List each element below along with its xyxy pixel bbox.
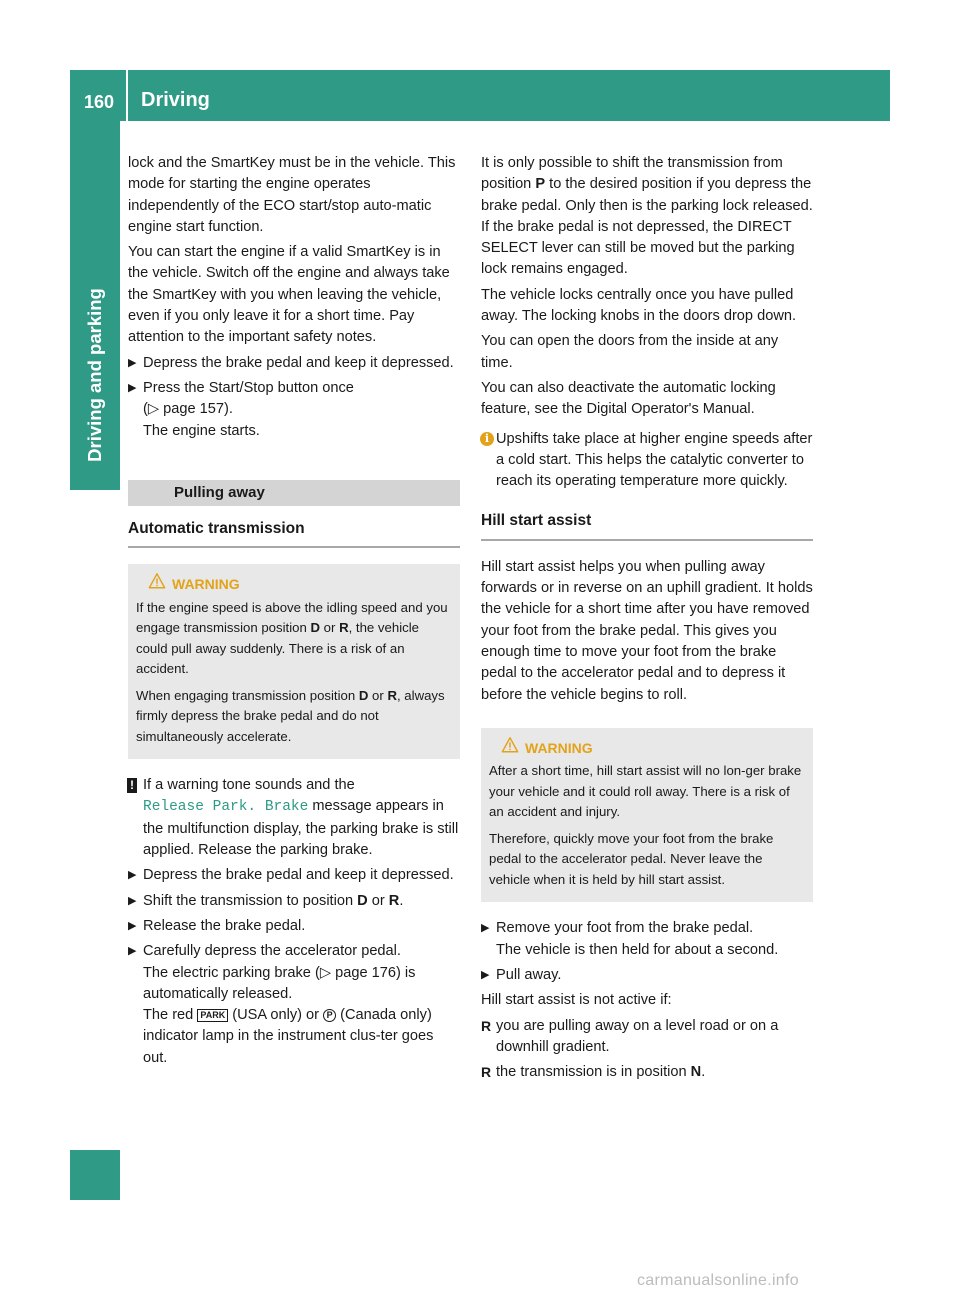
bullet-icon: R [481, 1017, 492, 1034]
warning-box [128, 564, 460, 759]
step-arrow-icon: ▶ [128, 869, 137, 882]
warning-text: If the engine speed is above the idling speed and you engage transmission position [136, 599, 448, 636]
position-r: R [387, 687, 397, 703]
warning-paragraph: Therefore, quickly move your foot from the brake pedal to the accelerator pedal. Never leave the vehicle when it is held by hill start assist. [489, 830, 774, 887]
step-result: The red [143, 1007, 198, 1024]
step-result: The vehicle is then held for about a second. [496, 941, 779, 958]
list-item [481, 1062, 813, 1083]
step-text: Carefully depress the accelerator pedal. [143, 943, 401, 960]
step-text: Depress the brake pedal and keep it depressed. [143, 354, 454, 371]
info-icon: i [480, 432, 494, 446]
step-result: (USA only) or [228, 1007, 324, 1024]
list-item [481, 1016, 813, 1059]
position-n: N [690, 1064, 702, 1081]
subheading: Hill start assist [481, 510, 813, 540]
parking-brake-indicator-icon: P [323, 1009, 336, 1022]
list-text: you are pulling away on a level road or on a downhill gradient. [496, 1017, 779, 1055]
step-arrow-icon: ▶ [481, 922, 490, 935]
note-text: message appears in the multifunction display, the parking brake is still applied. Release the parking brake. [143, 798, 459, 859]
warning-text: , always firmly depress the brake pedal and do not simultaneously accelerate. [136, 687, 445, 744]
step-text: Shift the transmission to position [143, 892, 358, 909]
step-item [128, 941, 460, 1069]
step-item [128, 891, 460, 912]
body-paragraph: You can also deactivate the automatic locking feature, see the Digital Operator's Manual. [481, 379, 776, 418]
body-paragraph: Hill start assist is not active if: [481, 992, 672, 1009]
step-text: Release the brake pedal. [143, 917, 306, 934]
step-item [128, 865, 460, 886]
step-text: Remove your foot from the brake pedal. [496, 920, 754, 937]
step-text: . [399, 892, 404, 909]
step-text: Press the Start/Stop button once [143, 379, 354, 396]
step-result: The electric parking brake ( [143, 964, 320, 981]
warning-triangle-icon [148, 572, 166, 590]
body-paragraph: Hill start assist helps you when pulling away forwards or in reverse on an uphill gradient. It holds the vehicle for a short time after you have removed your foot from the brake pedal. This gives you enough time to move your foot from the brake pedal to the accelerator pedal and to depress it before the vehicle begins to roll. [481, 558, 813, 703]
page-reference-link[interactable]: (▷ page 157). [143, 401, 233, 418]
position-p: P [535, 176, 546, 193]
info-text: Upshifts take place at higher engine speeds after a cold start. This helps the catalytic converter to reach its operating temperature more quickly. [496, 430, 813, 490]
park-indicator-icon: PARK [197, 1009, 228, 1022]
side-tab-spacer [70, 490, 120, 1200]
warning-paragraph [136, 598, 452, 680]
subheading: Automatic transmission [128, 518, 460, 548]
step-arrow-icon: ▶ [128, 894, 137, 907]
body-paragraph: The vehicle locks centrally once you have pulled away. The locking knobs in the doors drop down. [481, 286, 797, 325]
side-tab-marker [70, 1150, 120, 1200]
page-reference-link[interactable]: ▷ page 176 [319, 964, 396, 981]
info-note [481, 429, 813, 493]
page-title: Driving [141, 89, 210, 111]
step-result: ) is automatically released. [143, 964, 416, 1002]
step-arrow-icon: ▶ [481, 968, 490, 981]
bullet-icon: R [481, 1064, 492, 1081]
step-arrow-icon: ▶ [128, 945, 137, 958]
warning-title-text: WARNING [525, 739, 593, 756]
note-text: If a warning tone sounds and the [143, 777, 355, 794]
position-r: R [388, 892, 400, 909]
step-text: Depress the brake pedal and keep it depressed. [143, 867, 454, 884]
watermark[interactable]: carmanualsonline.info [637, 1272, 799, 1289]
intro-paragraph: lock and the SmartKey must be in the vehicle. This mode for starting the engine operates independently of the ECO start/stop auto-matic engine start function. [128, 155, 456, 235]
position-d: D [310, 620, 321, 636]
position-d: D [357, 892, 368, 909]
warning-paragraph: After a short time, hill start assist will no lon-ger brake your vehicle and it could roll away. There is a risk of an accident and injury. [489, 763, 802, 820]
header-divider [126, 70, 128, 121]
position-r: R [339, 620, 349, 636]
step-arrow-icon: ▶ [128, 381, 137, 394]
warning-triangle-icon [501, 736, 519, 754]
warning-title [525, 738, 805, 759]
step-result: (Canada only) indicator lamp in the instrument clus-ter goes out. [143, 1007, 434, 1066]
section-heading: Pulling away [128, 480, 460, 506]
step-arrow-icon: ▶ [128, 356, 137, 369]
list-text: the transmission is in position [496, 1064, 691, 1081]
body-paragraph: You can open the doors from the inside at any time. [481, 333, 779, 371]
exclamation-icon: ! [127, 778, 137, 793]
body-text: It is only possible to shift the transmission from position [481, 155, 783, 193]
warning-box [481, 728, 813, 903]
side-tab-label: Driving and parking [84, 288, 105, 462]
step-item [481, 918, 813, 961]
page-number: 160 [84, 92, 115, 112]
warning-text: When engaging transmission position [136, 687, 359, 703]
step-arrow-icon: ▶ [128, 919, 137, 932]
step-result: The engine starts. [143, 422, 260, 439]
list-text: . [701, 1064, 706, 1081]
warning-paragraph [136, 686, 452, 748]
warning-text: or [368, 687, 388, 703]
intro-paragraph: You can start the engine if a valid SmartKey is in the vehicle. Switch off the engine and always take the SmartKey with you when leaving the vehicle, even if you only leave it for a short time. Pay attention to the important safety notes. [128, 244, 450, 346]
step-item [481, 965, 813, 986]
warning-title-text: WARNING [172, 576, 240, 593]
position-d: D [358, 687, 369, 703]
warning-text: or [320, 620, 340, 636]
step-item [128, 916, 460, 937]
right-column [481, 153, 813, 1087]
step-item [128, 378, 460, 442]
warning-text: , the vehicle could pull away suddenly. There is a risk of an accident. [136, 620, 419, 677]
body-text: to the desired position if you depress the brake pedal. Only then is the parking lock released. If the brake pedal is not depressed, the DIRECT SELECT lever can still be moved but the parking lock remains engaged. [481, 176, 813, 278]
display-message: Release Park. Brake [143, 799, 309, 816]
body-paragraph [481, 153, 813, 281]
note-item [128, 775, 460, 861]
step-item [128, 353, 460, 374]
warning-title [172, 574, 452, 595]
left-column [128, 153, 460, 1073]
step-text: Pull away. [496, 966, 562, 983]
step-text: or [367, 892, 389, 909]
